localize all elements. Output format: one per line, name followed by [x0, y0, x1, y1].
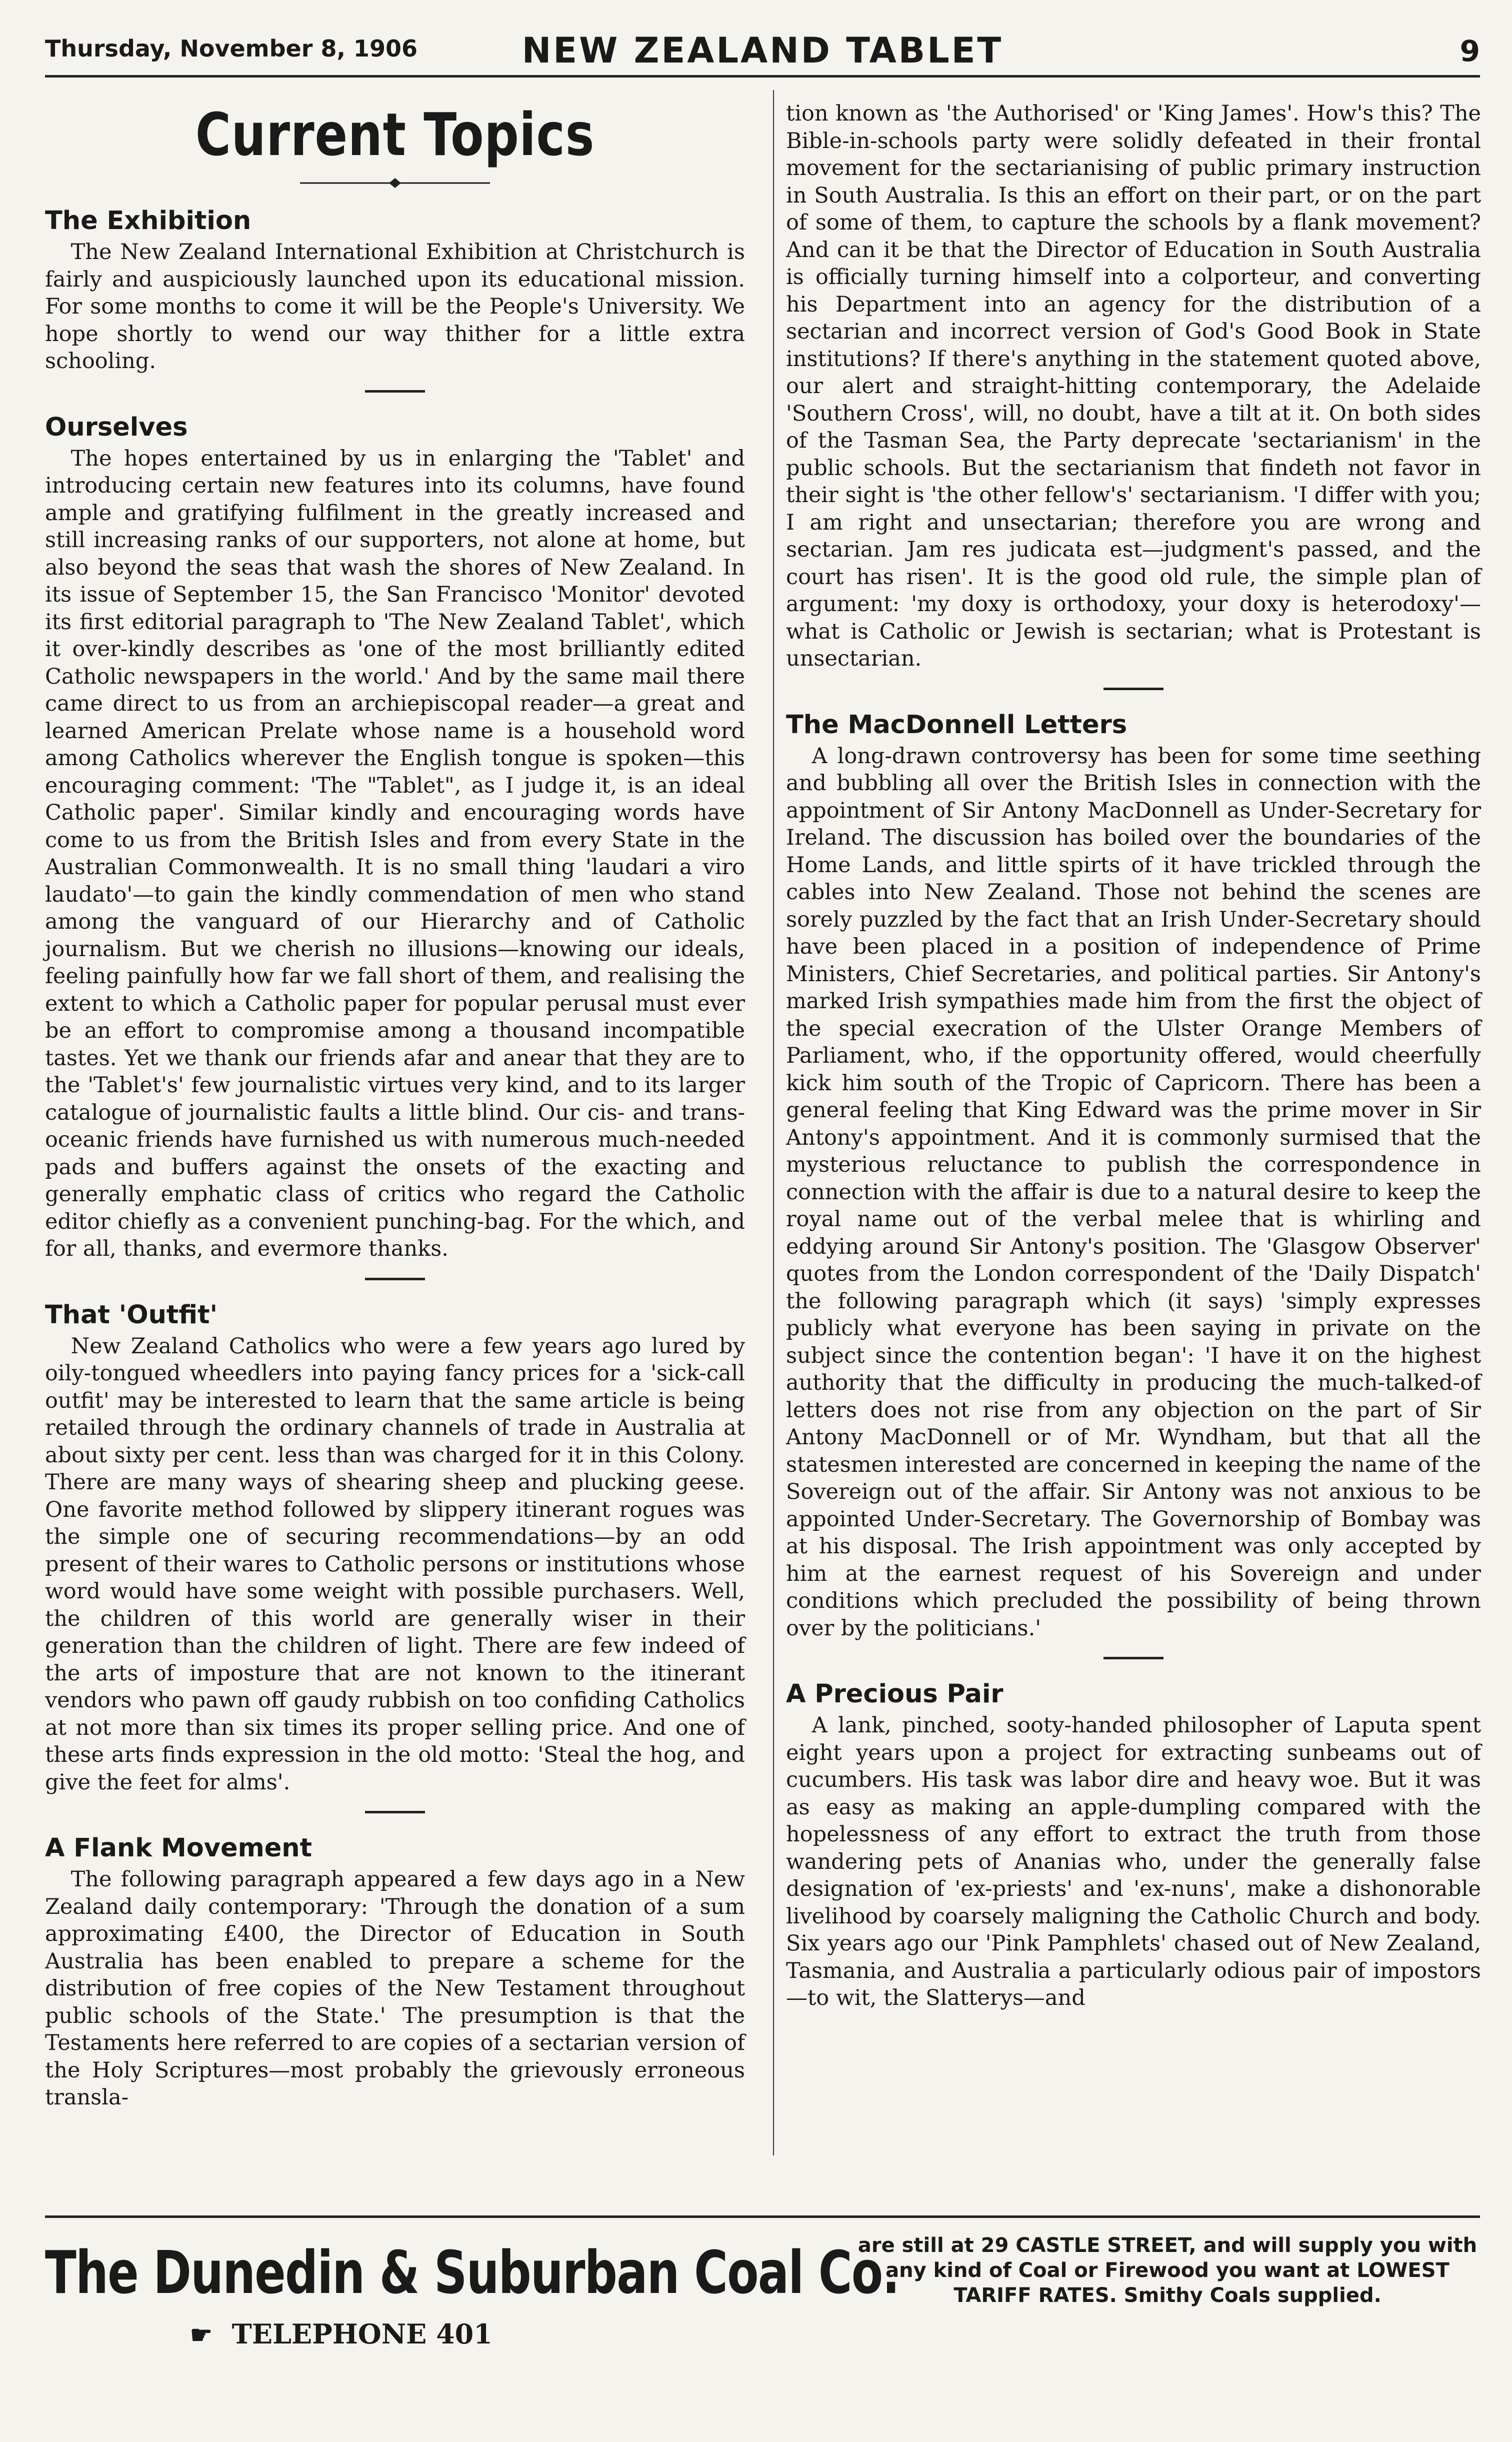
column-rule [773, 90, 774, 2155]
article [45, 413, 745, 1263]
telephone-number: 401 [436, 2318, 492, 2350]
article-heading: Ourselves [45, 412, 188, 442]
article-paragraph: The following paragraph appeared a few days ago in a New Zealand daily contemporary: 'Through the donation of a sum approximating £400, the Director of Education in South Australia has been enabled to prepare a scheme for the distribution of free copies of the New Testament throughout public schools of the State.' The presumption is that the Testaments here referred to are copies of a sectarian version of the Holy Scriptures—most probably the grievously erroneous transla- [45, 1867, 745, 2110]
article-heading: The Exhibition [45, 206, 252, 236]
section-divider [365, 1811, 425, 1813]
article-paragraph: The New Zealand International Exhibition at Christchurch is fairly and auspiciously launched upon its educational mission. For some months to come it will be the People's University. We hope shortly to wend our way thither for a little extra schooling. [45, 240, 745, 374]
section-divider [365, 1278, 425, 1280]
article-paragraph: A lank, pinched, sooty-handed philosopher of Laputa spent eight years upon a project for extracting sunbeams out of cucumbers. His task was labor dire and heavy woe. But it was as easy as making an apple-dumpling compared with the hopelessness of any effort to extract the truth from those wandering pets of Ananias who, under the generally false designation of 'ex-priests' and 'ex-nuns', make a dishonorable livelihood by coarsely maligning the Catholic Church and body. Six years ago our 'Pink Pamphlets' chased out of New Zealand, Tasmania, and Australia a particularly odious pair of impostors—to wit, the Slatterys—and [786, 1713, 1481, 2010]
page-title: Current Topics [195, 100, 595, 169]
article [45, 1833, 745, 2111]
article-heading: The MacDonnell Letters [786, 710, 1128, 740]
article-paragraph: A long-drawn controversy has been for some time seething and bubbling all over the British Isles in connection with the appointment of Sir Antony MacDonnell as Under-Secretary for Ireland. The discussion has boiled over the boundaries of the Home Lands, and little spirts of it have trickled through the cables into New Zealand. Those not behind the scenes are sorely puzzled by the fact that an Irish Under-Secretary should have been placed in a position of independence of Prime Ministers, Chief Secretaries, and political parties. Sir Antony's marked Irish sympathies made him from the first the object of the special execration of the Ulster Orange Members of Parliament, who, if the opportunity offered, would cheerfully kick him south of the Tropic of Capricorn. There has been a general feeling that King Edward was the prime mover in Sir Antony's appointment. And it is commonly surmised that the mysterious reluctance to publish the correspondence in connection with the affair is due to a natural desire to keep the royal name out of the verbal melee that is whirling and eddying around Sir Antony's position. The 'Glasgow Observer' quotes from the London correspondent of the 'Daily Dispatch' the following paragraph which (it says) 'simply expresses publicly what everyone has been saying in private on the subject since the contention began': 'I have it on the highest authority that the difficulty in producing the much-talked-of letters does not rise from any objection on the part of Sir Antony MacDonnell or of Mr. Wyndham, but that all the statesmen interested are concerned in keeping the name of the Sovereign out of the affair. Sir Antony was not anxious to be appointed Under-Secretary. The Governorship of Bombay was at his disposal. The Irish appointment was only accepted by him at the earnest request of his Sovereign and under conditions which precluded the possibility of being thrown over by the politicians.' [786, 743, 1481, 1641]
page-number: 9 [1460, 34, 1480, 68]
advertiser-name: The Dunedin & Suburban Coal Co. [45, 2238, 900, 2307]
article [45, 206, 745, 375]
article-heading: A Precious Pair [786, 1679, 1004, 1709]
article-heading: That 'Outfit' [45, 1300, 218, 1330]
article-paragraph: The hopes entertained by us in enlarging the 'Tablet' and introducing certain new features into its columns, have found ample and gratifying fulfilment in the greatly increased and still increasing ranks of our supporters, not alone at home, but also beyond the seas that wash the shores of New Zealand. In its issue of September 15, the San Francisco 'Monitor' devoted its first editorial paragraph to 'The New Zealand Tablet', which it over-kindly describes as 'one of the most brilliantly edited Catholic newspapers in the world.' And by the same mail there came direct to us from an archiepiscopal reader—a great and learned American Prelate whose name is a household word among Catholics wherever the English tongue is spoken—this encouraging comment: 'The "Tablet", as I judge it, is an ideal Catholic paper'. Similar kindly and encouraging words have come to us from the British Isles and from every State in the Australian Commonwealth. It is no small thing 'laudari a viro laudato'—to gain the kindly commendation of men who stand among the vanguard of our Hierarchy and of Catholic journalism. But we cherish no illusions—knowing our ideals, feeling painfully how far we fall short of them, and realising the extent to which a Catholic paper for popular perusal must ever be an effort to compromise among a thousand incompatible tastes. Yet we thank our friends afar and anear that they are to the 'Tablet's' few journalistic virtues very kind, and to its larger catalogue of journalistic faults a little blind. Our cis- and trans-oceanic friends have furnished us with numerous much-needed pads and buffers against the onsets of the exacting and generally emphatic class of critics who regard the Catholic editor chiefly as a convenient punching-bag. For the which, and for all, thanks, and evermore thanks. [45, 446, 745, 1261]
right-articles [786, 100, 1481, 2012]
newspaper-title: NEW ZEALAND TABLET [522, 30, 1004, 71]
section-divider [1104, 1657, 1164, 1659]
footer-advertisement [45, 2215, 1480, 2388]
section-divider [1104, 688, 1164, 690]
ornament-rule-icon [300, 177, 490, 189]
telephone-label: TELEPHONE [232, 2318, 427, 2350]
section-divider [365, 390, 425, 393]
advertiser-telephone [190, 2318, 492, 2350]
article-heading: A Flank Movement [45, 1833, 312, 1863]
article-paragraph: tion known as 'the Authorised' or 'King James'. How's this? The Bible-in-schools party were solidly defeated in their frontal movement for the sectarianising of public primary instruction in South Australia. Is this an effort on their part, or on the part of some of them, to capture the schools by a flank movement? And can it be that the Director of Education in South Australia is officially turning himself into a colporteur, and converting his Department into an agency for the distribution of a sectarian and incorrect version of God's Good Book in State institutions? If there's anything in the statement quoted above, our alert and straight-hitting contemporary, the Adelaide 'Southern Cross', will, no doubt, have a tilt at it. On both sides of the Tasman Sea, the Party deprecate 'sectarianism' in the public schools. But the sectarianism that findeth not favor in their sight is 'the other fellow's' sectarianism. 'I differ with you; I am right and unsectarian; therefore you are wrong and sectarian. Jam res judicata est—judgment's passed, and the court has risen'. It is the good old rule, the simple plan of argument: 'my doxy is orthodoxy, your doxy is heterodoxy'—what is Catholic or Jewish is sectarian; what is Protestant is unsectarian. [786, 101, 1481, 671]
article [45, 1300, 745, 1796]
article-paragraph: New Zealand Catholics who were a few years ago lured by oily-tongued wheedlers into paying fancy prices for a 'sick-call outfit' may be interested to learn that the same article is being retailed through the ordinary channels of trade in Australia at about sixty per cent. less than was charged for it in this Colony. There are many ways of shearing sheep and plucking geese. One favorite method followed by slippery itinerant rogues was the simple one of securing recommendations—by an odd present of their wares to Catholic persons or institutions whose word would have some weight with possible purchasers. Well, the children of this world are generally wiser in their generation than the children of light. There are few indeed of the arts of imposture that are not known to the itinerant vendors who pawn off gaudy rubbish on too confiding Catholics at not more than six times its proper selling price. And one of these arts finds expression in the old motto: 'Steal the hog, and give the feet for alms'. [45, 1333, 745, 1795]
article [786, 710, 1481, 1642]
advertisement-text: are still at 29 CASTLE STREET, and will supply you with any kind of Coal or Firewood you want at LOWEST TARIFF RATES. Smithy Coals supplied. [858, 2234, 1478, 2307]
title-ornament [45, 177, 745, 191]
article [786, 100, 1481, 673]
left-column [45, 95, 745, 2111]
pointing-hand-icon: ☛ [190, 2320, 212, 2349]
article [786, 1679, 1481, 2012]
issue-date: Thursday, November 8, 1906 [45, 35, 418, 62]
left-articles [45, 206, 745, 2111]
masthead [45, 30, 1480, 78]
right-column [786, 100, 1481, 2012]
